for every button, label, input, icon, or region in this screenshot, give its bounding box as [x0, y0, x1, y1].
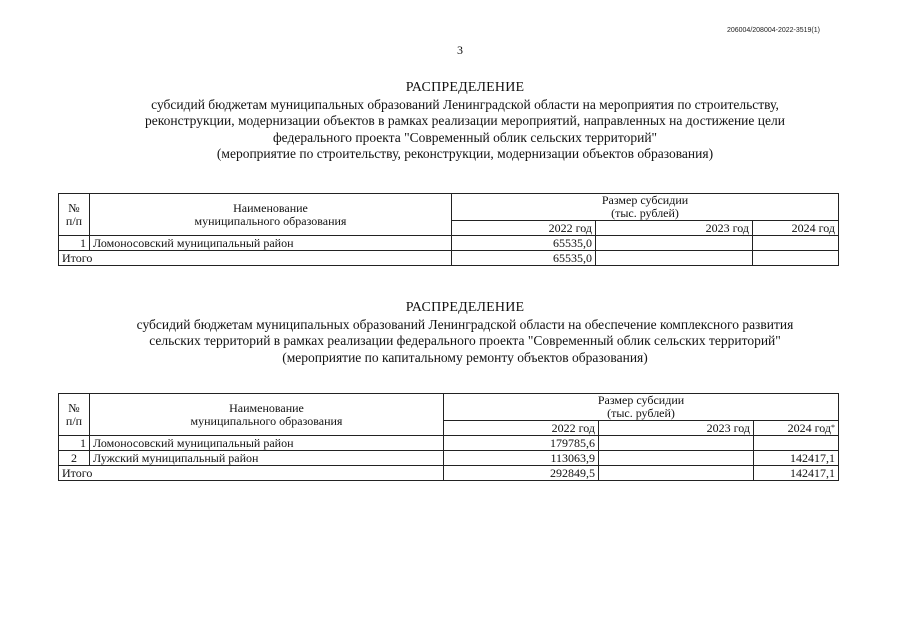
row-value-2023 [599, 451, 754, 466]
total-row [59, 466, 839, 481]
row-value-2022: 65535,0 [452, 236, 596, 251]
table-row [59, 236, 839, 251]
total-value-2024 [753, 251, 839, 266]
header-municipality: Наименование муниципального образования [90, 394, 444, 436]
table-row [59, 436, 839, 451]
row-number: 2 [59, 451, 90, 466]
row-value-2022: 179785,6 [444, 436, 599, 451]
section2-table [58, 393, 839, 481]
row-number: 1 [59, 436, 90, 451]
section1-title: РАСПРЕДЕЛЕНИЕ [405, 80, 525, 95]
row-value-2023 [596, 236, 753, 251]
section1-subtitle-line: реконструкции, модернизации объектов в рамках реализации мероприятий, направленных на достижение цели [145, 113, 785, 128]
row-number: 1 [59, 236, 90, 251]
row-value-2024 [754, 436, 839, 451]
section2-subtitle-line: (мероприятие по капитальному ремонту объектов образования) [282, 349, 648, 365]
row-municipality: Лужский муниципальный район [90, 451, 444, 466]
row-value-2022: 113063,9 [444, 451, 599, 466]
row-value-2024: 142417,1 [754, 451, 839, 466]
page-number: 3 [457, 43, 463, 57]
header-number: № п/п [59, 394, 90, 436]
header-municipality: Наименование муниципального образования [90, 194, 452, 236]
footnote-marker: * [831, 423, 836, 432]
header-subsidy-size: Размер субсидии (тыс. рублей) [452, 194, 839, 221]
total-label: Итого [59, 251, 452, 266]
total-value-2024: 142417,1 [754, 466, 839, 481]
row-value-2023 [599, 436, 754, 451]
total-value-2022: 292849,5 [444, 466, 599, 481]
header-subsidy-size: Размер субсидии (тыс. рублей) [444, 394, 839, 421]
header-year-2024 [754, 421, 839, 436]
table-row [59, 451, 839, 466]
section1-table [58, 193, 839, 266]
total-row [59, 251, 839, 266]
total-value-2022: 65535,0 [452, 251, 596, 266]
header-year-2023: 2023 год [596, 221, 753, 236]
header-number: № п/п [59, 194, 90, 236]
row-value-2024 [753, 236, 839, 251]
row-municipality: Ломоносовский муниципальный район [90, 236, 452, 251]
row-municipality: Ломоносовский муниципальный район [90, 436, 444, 451]
header-year-2023: 2023 год [599, 421, 754, 436]
section2-subtitle-line: субсидий бюджетам муниципальных образований Ленинградской области на обеспечение комплексного развития [136, 316, 794, 332]
section1-heading [95, 80, 835, 163]
section1-subtitle-line: (мероприятие по строительству, реконструкции, модернизации объектов образования) [216, 146, 714, 161]
total-value-2023 [596, 251, 753, 266]
section2-title: РАСПРЕДЕЛЕНИЕ [405, 300, 525, 315]
section2-heading [95, 300, 835, 366]
header-year-2022: 2022 год [444, 421, 599, 436]
total-label: Итого [59, 466, 444, 481]
header-year-2024: 2024 год [753, 221, 839, 236]
header-year-2024-label: 2024 год [787, 421, 832, 435]
header-year-2022: 2022 год [452, 221, 596, 236]
total-value-2023 [599, 466, 754, 481]
section1-subtitle-line: федерального проекта "Современный облик сельских территорий" [272, 129, 658, 145]
section1-subtitle-line: субсидий бюджетам муниципальных образований Ленинградской области на мероприятия по строительству, [151, 96, 779, 112]
section2-subtitle-line: сельских территорий в рамках реализации федерального проекта "Современный облик сельских территорий" [149, 333, 781, 348]
document-code: 206004/208004-2022-3519(1) [726, 27, 820, 34]
